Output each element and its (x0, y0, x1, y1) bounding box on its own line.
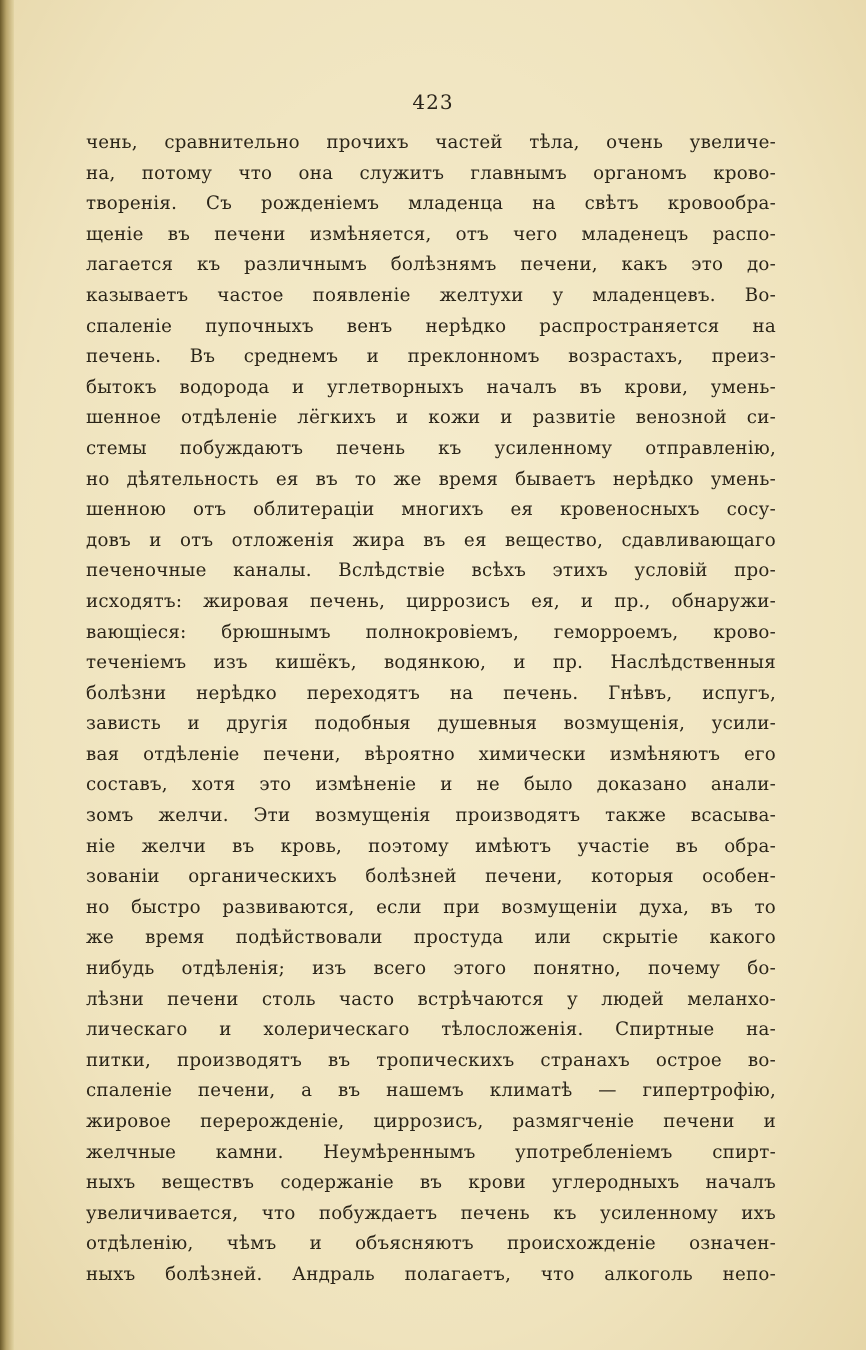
text-line: жировое перерожденіе, циррозисъ, размягченіе печени и (86, 1111, 776, 1132)
text-line: желчные камни. Неумѣреннымъ употребленіемъ спирт- (86, 1141, 776, 1163)
text-line: но быстро развиваются, если при возмущеніи духа, въ то (86, 896, 776, 918)
text-line: щеніе въ печени измѣняется, отъ чего младенецъ распо- (86, 223, 776, 245)
text-line: зомъ желчи. Эти возмущенія производятъ также всасыва- (86, 805, 776, 827)
text-line: спаленіе печени, а въ нашемъ климатѣ — гипертрофію, (86, 1080, 776, 1102)
text-line: болѣзни нерѣдко переходятъ на печень. Гнѣвъ, испугъ, (86, 682, 776, 704)
text-line: вая отдѣленіе печени, вѣроятно химически измѣняютъ его (86, 743, 776, 765)
page-number: 423 (412, 90, 454, 114)
text-line: ныхъ веществъ содержаніе въ крови углеродныхъ началъ (86, 1172, 776, 1194)
book-spine-shadow (0, 0, 14, 1350)
text-line: но дѣятельность ея въ то же время бываетъ нерѣдко умень- (86, 468, 776, 490)
text-line: увеличивается, что побуждаетъ печень къ усиленному ихъ (86, 1202, 776, 1224)
text-line: питки, производятъ въ тропическихъ странахъ острое во- (86, 1049, 776, 1071)
text-line: исходятъ: жировая печень, циррозисъ ея, и пр., обнаружи- (86, 590, 776, 612)
text-line: шенное отдѣленіе лёгкихъ и кожи и развитіе венозной си- (86, 407, 776, 429)
text-line: казываетъ частое появленіе желтухи у младенцевъ. Во- (86, 284, 776, 306)
text-line: спаленіе пупочныхъ венъ нерѣдко распространяется на (86, 315, 776, 337)
text-line: же время подѣйствовали простуда или скрытіе какого (86, 927, 776, 949)
text-line: печень. Въ среднемъ и преклонномъ возрастахъ, преиз- (86, 346, 776, 368)
text-line: вающіеся: брюшнымъ полнокровіемъ, геморроемъ, крово- (86, 621, 776, 643)
text-line: печеночные каналы. Вслѣдствіе всѣхъ этихъ условій про- (86, 560, 776, 582)
text-line: зависть и другія подобныя душевныя возмущенія, усили- (86, 713, 776, 735)
text-line: чень, сравнительно прочихъ частей тѣла, очень увеличе- (86, 132, 776, 153)
text-line: лѣзни печени столь часто встрѣчаются у людей меланхо- (86, 988, 776, 1010)
text-line: стемы побуждаютъ печень къ усиленному отправленію, (86, 437, 776, 459)
text-line: лическаго и холерическаго тѣлосложенія. Спиртные на- (86, 1019, 776, 1041)
text-line: на, потому что она служитъ главнымъ органомъ крово- (86, 162, 776, 184)
text-line: довъ и отъ отложенія жира въ ея вещество, сдавливающаго (86, 529, 776, 551)
text-line: ніе желчи въ кровь, поэтому имѣютъ участіе въ обра- (86, 835, 776, 857)
text-line: зованіи органическихъ болѣзней печени, которыя особен- (86, 866, 776, 888)
body-text (86, 128, 776, 1291)
text-line: составъ, хотя это измѣненіе и не было доказано анали- (86, 774, 776, 796)
text-line: бытокъ водорода и углетворныхъ началъ въ крови, умень- (86, 376, 776, 398)
text-line: отдѣленію, чѣмъ и объясняютъ происхожденіе означен- (86, 1233, 776, 1255)
text-line: ныхъ болѣзней. Андраль полагаетъ, что алкоголь непо- (86, 1263, 776, 1285)
text-line: нибудь отдѣленія; изъ всего этого понятно, почему бо- (86, 958, 776, 980)
text-line: теченіемъ изъ кишёкъ, водянкою, и пр. Наслѣдственныя (86, 652, 776, 674)
text-line: лагается къ различнымъ болѣзнямъ печени, какъ это до- (86, 254, 776, 276)
text-line: шенною отъ облитераціи многихъ ея кровеносныхъ сосу- (86, 499, 776, 521)
text-line: творенія. Съ рожденіемъ младенца на свѣтъ кровообра- (86, 193, 776, 215)
